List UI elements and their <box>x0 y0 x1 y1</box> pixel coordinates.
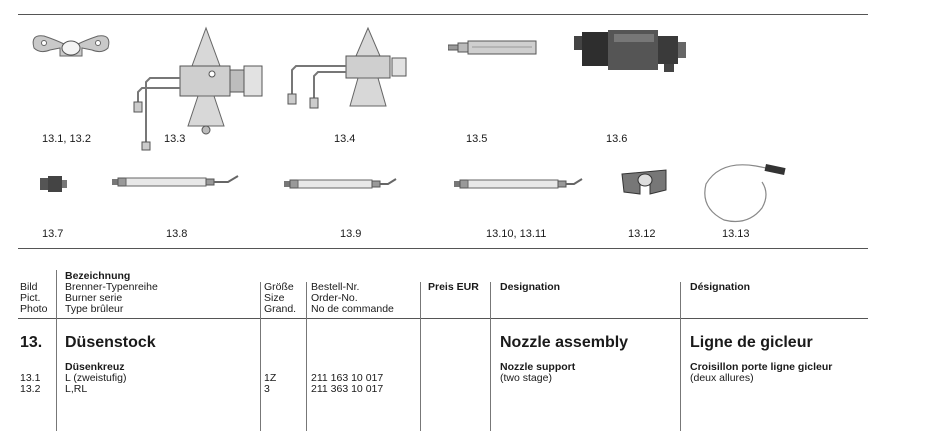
header-bottom-rule <box>18 318 868 319</box>
subsection-title-fr: Croisillon porte ligne gicleur <box>690 361 833 373</box>
header-size-fr: Grand. <box>264 303 297 315</box>
row-size: 1Z <box>264 372 277 384</box>
header-bezeichnung-title: Bezeichnung <box>65 270 131 282</box>
nozzle-support-image <box>26 26 116 66</box>
figure-caption: 13.9 <box>340 228 362 240</box>
figure-caption: 13.7 <box>42 228 64 240</box>
row-bild: 13.1 <box>20 372 41 384</box>
figure-caption: 13.4 <box>334 133 356 145</box>
header-bezeichnung <box>65 271 158 315</box>
figure-caption: 13.5 <box>466 133 488 145</box>
col-rule-1 <box>56 270 57 431</box>
row-order-number: 211 363 10 017 <box>311 383 384 395</box>
figure-caption: 13.13 <box>722 228 750 240</box>
nozzle-tube-image <box>448 38 540 58</box>
figure-caption: 13.12 <box>628 228 656 240</box>
row-type: L,RL <box>65 383 88 395</box>
section-title-de: Düsenstock <box>65 334 156 351</box>
header-designation-en: Designation <box>500 281 561 293</box>
nozzle-nut-image <box>40 174 68 194</box>
header-order-en: Order-No. <box>311 292 358 304</box>
figures-bottom-rule <box>18 248 868 249</box>
subsection-title-de: Düsenkreuz <box>65 361 125 373</box>
ignition-cable-image <box>700 160 790 226</box>
row-order-number: 211 163 10 017 <box>311 372 384 384</box>
col-rule-5 <box>490 282 491 431</box>
header-bild-en: Pict. <box>20 292 41 304</box>
subsection-title-en: Nozzle support <box>500 361 576 373</box>
header-order-fr: No de commande <box>311 303 394 315</box>
figure-caption: 13.10, 13.11 <box>486 228 547 240</box>
header-bild-fr: Photo <box>20 303 48 315</box>
row-type: L (zweistufig) <box>65 372 127 384</box>
valve-block-image <box>574 26 686 76</box>
header-bezeichnung-de: Brenner-Typenreihe <box>65 281 158 293</box>
row-bild: 13.2 <box>20 383 41 395</box>
header-bezeichnung-fr: Type brûleur <box>65 303 124 315</box>
header-bild <box>20 282 47 315</box>
header-price: Preis EUR <box>428 281 479 293</box>
top-rule <box>18 14 868 15</box>
subsection-note-en: (two stage) <box>500 372 552 384</box>
col-rule-3 <box>306 282 307 431</box>
section-title-en: Nozzle assembly <box>500 334 629 351</box>
clamp-image <box>620 168 670 196</box>
figure-caption: 13.3 <box>164 133 186 145</box>
header-size <box>264 282 296 315</box>
ignition-electrode-short-image <box>284 176 400 194</box>
row-size: 3 <box>264 383 270 395</box>
header-size-en: Size <box>264 292 285 304</box>
figure-caption: 13.6 <box>606 133 628 145</box>
header-size-de: Größe <box>264 281 294 293</box>
section-number: 13. <box>20 334 43 351</box>
figure-caption: 13.1, 13.2 <box>42 133 91 145</box>
col-rule-6 <box>680 282 681 431</box>
header-designation-fr: Désignation <box>690 281 751 293</box>
nozzle-assembly-alt-image <box>282 26 422 116</box>
figure-caption: 13.8 <box>166 228 188 240</box>
header-order-de: Bestell-Nr. <box>311 281 360 293</box>
header-order <box>311 282 394 315</box>
col-rule-2 <box>260 282 261 431</box>
header-bezeichnung-en: Burner serie <box>65 292 123 304</box>
nozzle-assembly-image <box>128 26 278 154</box>
header-bild-de: Bild <box>20 281 38 293</box>
ignition-electrode-image <box>112 172 244 198</box>
subsection-note-fr: (deux allures) <box>690 372 754 384</box>
section-title-fr: Ligne de gicleur <box>690 334 813 351</box>
ignition-electrode-long-image <box>454 176 584 194</box>
col-rule-4 <box>420 282 421 431</box>
